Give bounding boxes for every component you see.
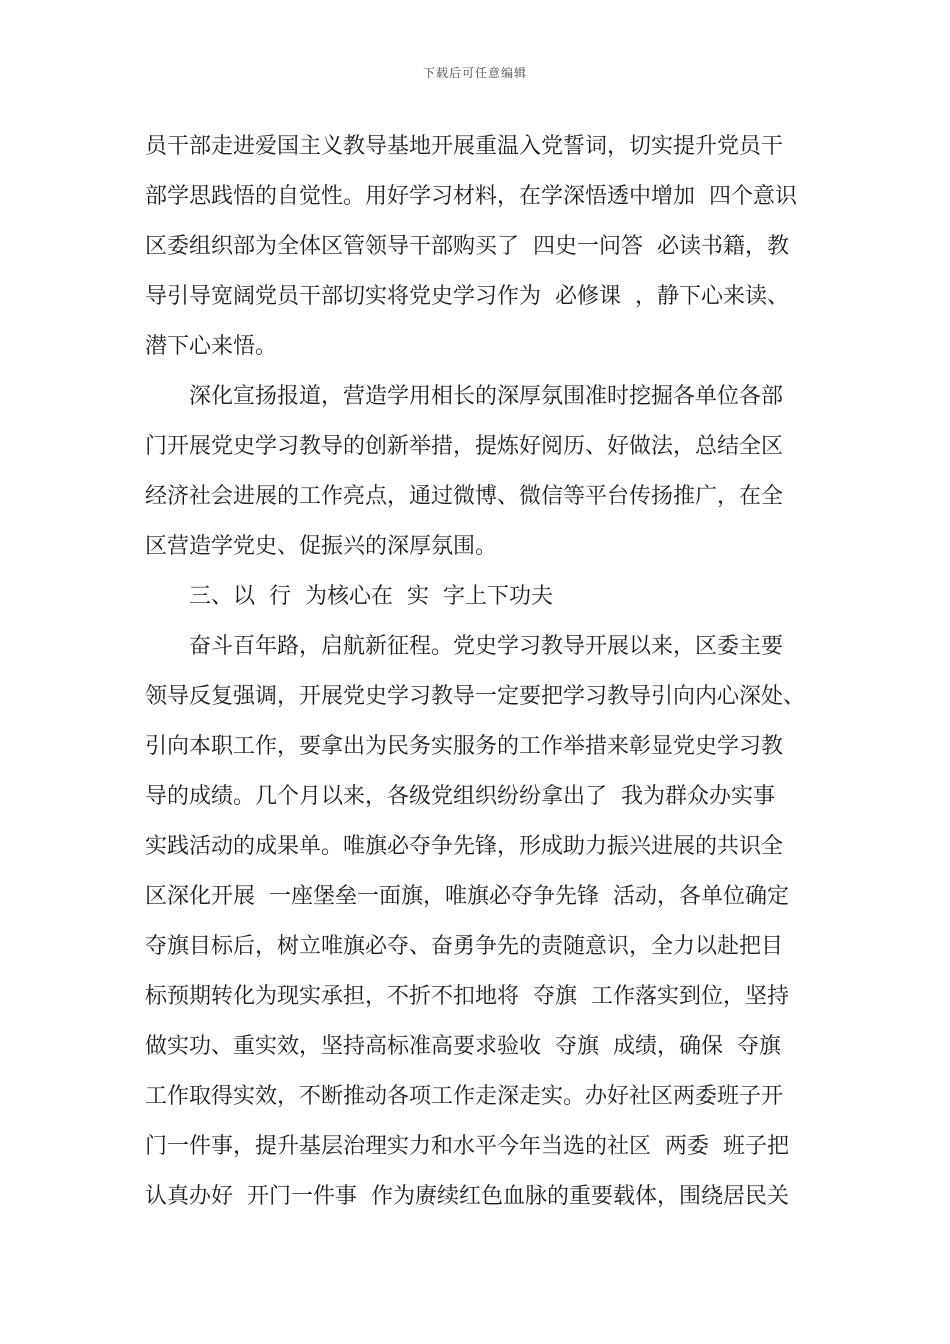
text-line: 标预期转化为现实承担，不折不扣地将 夺旗 工作落实到位，坚持 [145,984,789,1009]
text-line: 潜下心来悟。 [145,334,278,359]
text-line: 领导反复强调，开展党史学习教导一定要把学习教导引向内心深处、 [145,684,806,709]
text-line: 引向本职工作，要拿出为民务实服务的工作举措来彰显党史学习教 [145,734,784,759]
text-line: 区委组织部为全体区管领导干部购买了 四史一问答 必读书籍，教 [145,234,789,259]
text-line: 导的成绩。几个月以来，各级党组织纷纷拿出了 我为群众办实事 [145,784,775,809]
text-line: 工作取得实效，不断推动各项工作走深走实。办好社区两委班子开 [145,1084,784,1109]
text-line: 区营造学党史、促振兴的深厚氛围。 [145,534,498,559]
document-body [145,122,825,1222]
page-header: 下载后可任意编辑 [422,66,527,80]
text-line: 员干部走进爱国主义教导基地开展重温入党誓词，切实提升党员干 [145,134,784,159]
text-line: 夺旗目标后，树立唯旗必夺、奋勇争先的责随意识，全力以赴把目 [145,934,784,959]
text-line: 门开展党史学习教导的创新举措，提炼好阅历、好做法，总结全区 [145,434,784,459]
text-line: 经济社会进展的工作亮点，通过微博、微信等平台传扬推广，在全 [145,484,784,509]
text-line: 实践活动的成果单。唯旗必夺争先锋，形成助力振兴进展的共识全 [145,834,784,859]
text-line: 深化宣扬报道，营造学用相长的深厚氛围准时挖掘各单位各部 [189,384,784,409]
text-line: 奋斗百年路，启航新征程。党史学习教导开展以来，区委主要 [189,634,784,659]
section-heading: 三、以 行 为核心在 实 字上下功夫 [189,584,553,609]
text-line: 做实功、重实效，坚持高标准高要求验收 夺旗 成绩，确保 夺旗 [145,1034,781,1059]
text-line: 认真办好 开门一件事 作为赓续红色血脉的重要载体，围绕居民关 [145,1184,789,1209]
text-line: 部学思践悟的自觉性。用好学习材料，在学深悟透中增加 四个意识 [145,184,797,209]
text-line: 区深化开展 一座堡垒一面旗，唯旗必夺争先锋 活动，各单位确定 [145,884,789,909]
text-line: 门一件事，提升基层治理实力和水平今年当选的社区 两委 班子把 [145,1134,789,1159]
text-line: 导引导宽阔党员干部切实将党史学习作为 必修课 ，静下心来读、 [145,284,789,309]
